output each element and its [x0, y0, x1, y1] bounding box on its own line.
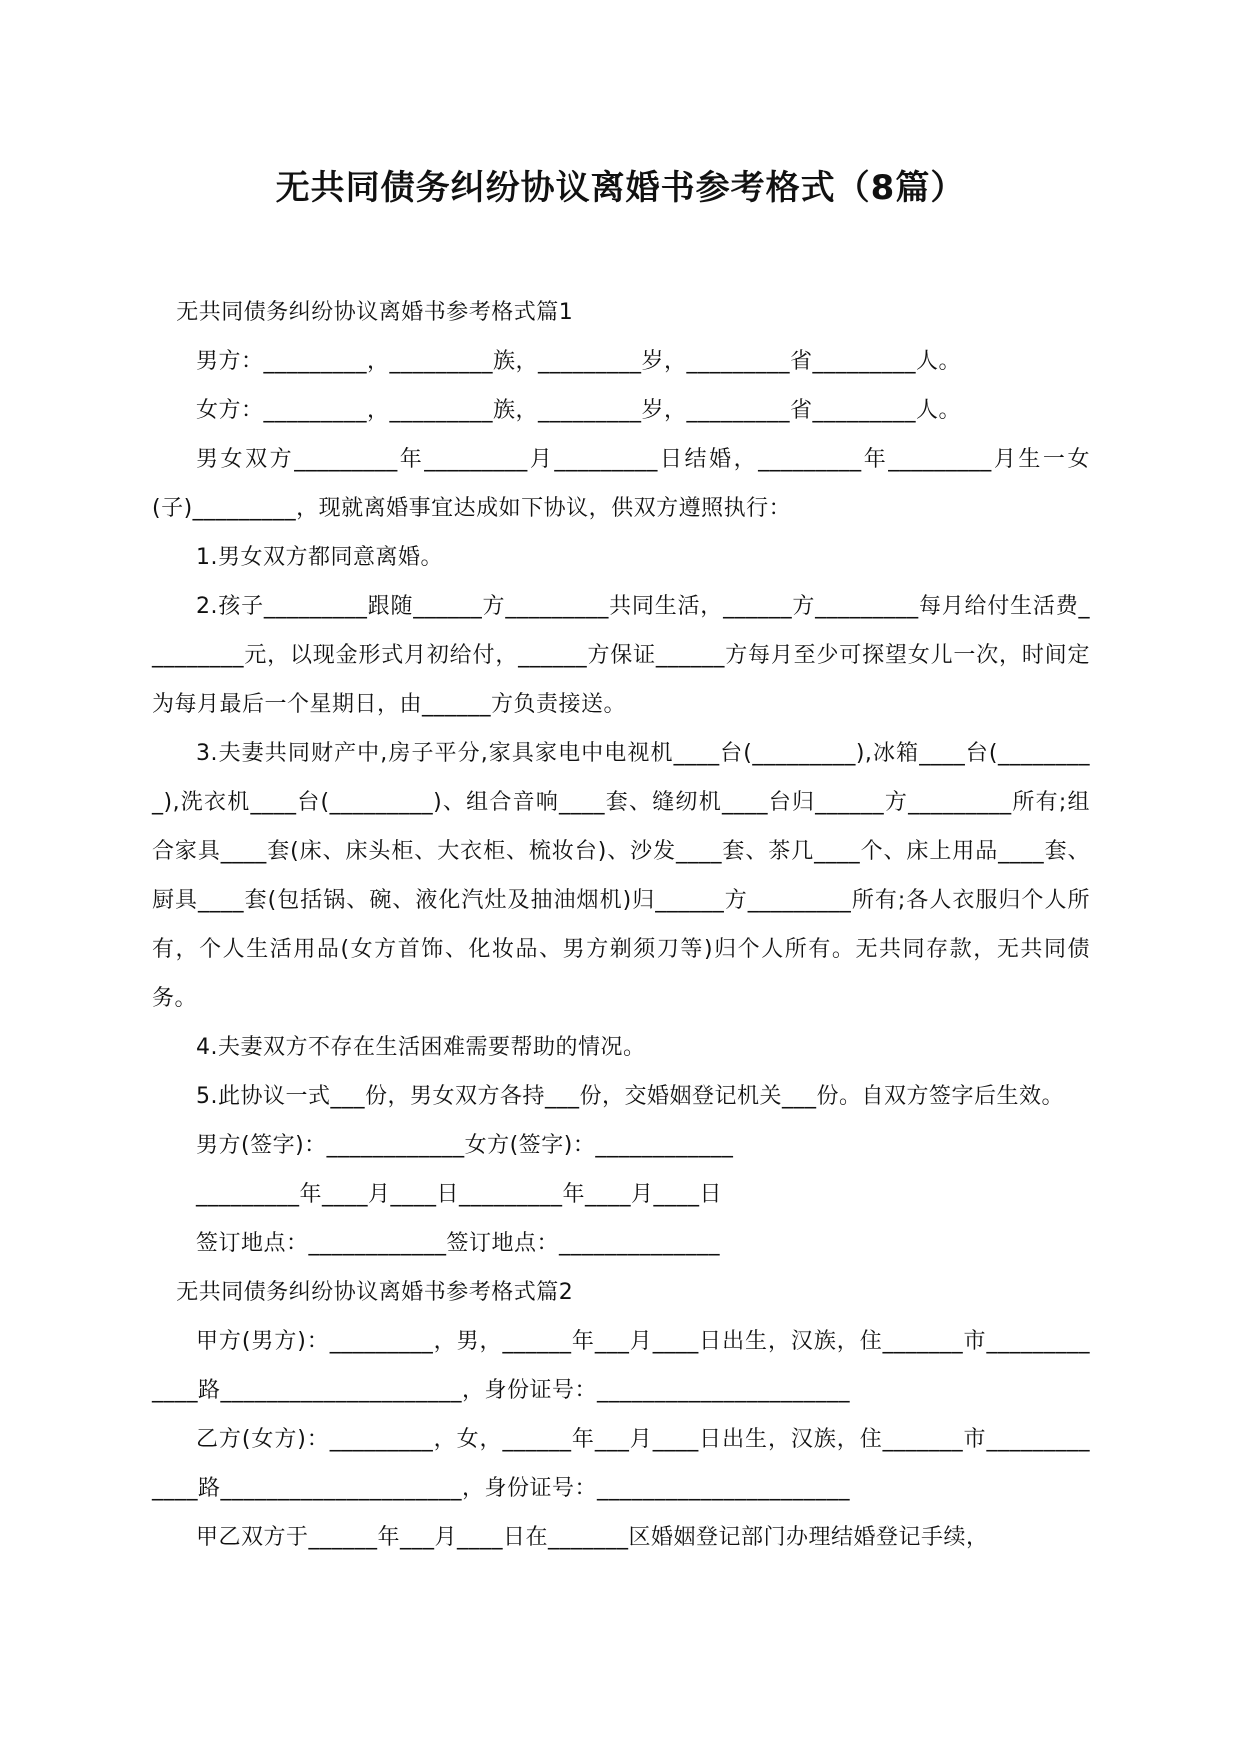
paragraph: 4.夫妻双方不存在生活困难需要帮助的情况。	[196, 1035, 646, 1060]
paragraph: 男方(签字)：____________女方(签字)：____________	[196, 1133, 734, 1158]
paragraph: 乙方(女方)：_________，女，______年___月____日出生，汉族，住_______市_____________路_____________________，身份证号：______________________	[152, 1427, 1090, 1501]
section-heading: 无共同债务纠纷协议离婚书参考格式篇1	[176, 300, 574, 325]
paragraph: 2.孩子_________跟随______方_________共同生活，______方_________每月给付生活费_________元，以现金形式月初给付，______方保证______方每月至少可探望女儿一次，时间定为每月最后一个星期日，由______方负责接送。	[152, 594, 1090, 717]
paragraph: 签订地点：____________签订地点：______________	[196, 1231, 721, 1256]
paragraph: 1.男女双方都同意离婚。	[196, 545, 443, 570]
paragraph: _________年____月____日_________年____月____日	[196, 1182, 723, 1207]
document-body	[152, 288, 1090, 1562]
document-title: 无共同债务纠纷协议离婚书参考格式（8篇）	[275, 168, 966, 208]
paragraph: 男方：_________，_________族，_________岁，_________省_________人。	[196, 349, 962, 374]
paragraph: 女方：_________，_________族，_________岁，_________省_________人。	[196, 398, 962, 423]
paragraph: 3.夫妻共同财产中,房子平分,家具家电中电视机____台(_________),冰箱____台(_________),洗衣机____台(_________)、组合音响____套、缝纫机____台归______方_________所有;组合家具____套(床、床头柜、大衣柜、梳妆台)、沙发____套、茶几____个、床上用品____套、厨具____套(包括锅、碗、液化汽灶及抽油烟机)归______方_________所有;各人衣服归个人所有，个人生活用品(女方首饰、化妆品、男方剃须刀等)归个人所有。无共同存款，无共同债务。	[152, 741, 1090, 1011]
paragraph: 甲乙双方于______年___月____日在_______区婚姻登记部门办理结婚登记手续，	[196, 1525, 989, 1550]
paragraph: 甲方(男方)：_________，男，______年___月____日出生，汉族，住_______市_____________路_____________________，身份证号：______________________	[152, 1329, 1090, 1403]
paragraph: 5.此协议一式___份，男女双方各持___份，交婚姻登记机关___份。自双方签字后生效。	[196, 1084, 1064, 1109]
paragraph: 男女双方_________年_________月_________日结婚，_________年_________月生一女(子)_________，现就离婚事宜达成如下协议，供双方遵照执行：	[152, 447, 1090, 521]
section-heading: 无共同债务纠纷协议离婚书参考格式篇2	[176, 1280, 574, 1305]
